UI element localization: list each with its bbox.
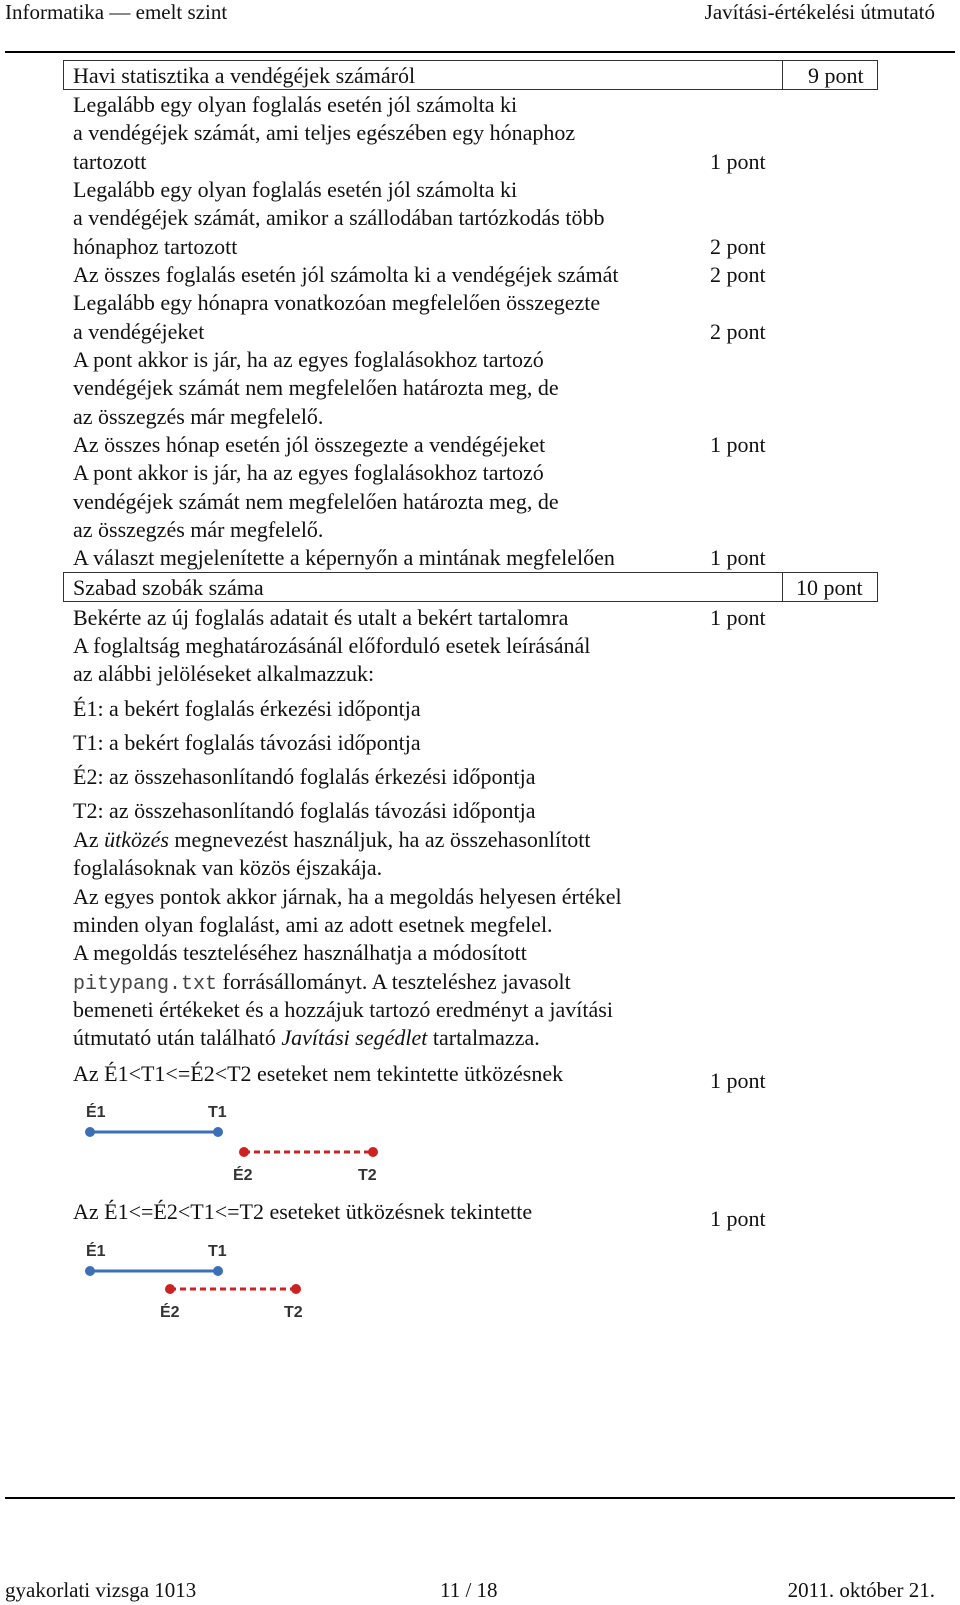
s1-line: A választ megjelenítette a képernyőn a mintának megfelelően [73, 545, 615, 570]
label-t1: T1 [208, 1104, 227, 1121]
notation-t1: T1: a bekért foglalás távozási időpontja [73, 730, 421, 755]
s2-line: Bekérte az új foglalás adatait és utalt a bekért tartalomra [73, 605, 569, 630]
s1-points: 2 pont [710, 234, 766, 259]
s2-line: A foglaltság meghatározásánál előforduló esetek leírásánál [73, 633, 591, 658]
label-e1: É1 [86, 1104, 106, 1121]
s1-line: A pont akkor is jár, ha az egyes foglalásokhoz tartozó [73, 347, 544, 372]
notation-e1: É1: a bekért foglalás érkezési időpontja [73, 696, 421, 721]
footer-rule [5, 1497, 955, 1499]
s1-points: 1 pont [710, 545, 766, 570]
section1-title: Havi statisztika a vendégéjek számáról [73, 63, 416, 88]
s1-line: Legalább egy olyan foglalás esetén jól számolta ki [73, 177, 518, 202]
t1-point [213, 1266, 223, 1276]
s2-line: az alábbi jelöléseket alkalmazzuk: [73, 661, 375, 686]
e2-point [239, 1147, 249, 1157]
s1-points: 2 pont [710, 319, 766, 344]
label-e2: É2 [233, 1167, 253, 1184]
reference-italic: Javítási segédlet [281, 1025, 428, 1050]
t2-point [368, 1147, 378, 1157]
s1-line: Legalább egy hónapra vonatkozóan megfelelően összegezte [73, 290, 601, 315]
reference-post: tartalmazza. [427, 1025, 540, 1050]
s1-points: 1 pont [710, 432, 766, 457]
s1-line: tartozott [73, 149, 147, 174]
section2-title: Szabad szobák száma [73, 575, 264, 600]
case2-points: 1 pont [710, 1206, 766, 1231]
case1-text: Az É1<T1<=É2<T2 eseteket nem tekintette ütközésnek [73, 1061, 564, 1086]
s2-points: 1 pont [710, 605, 766, 630]
s2-line: A megoldás teszteléséhez használhatja a módosított [73, 940, 527, 965]
collision-word: ütközés [104, 827, 169, 852]
case2-diagram [78, 1234, 338, 1329]
s1-points: 1 pont [710, 149, 766, 174]
s1-line: az összegzés már megfelelő. [73, 517, 324, 542]
header-right: Javítási-értékelési útmutató [704, 0, 935, 24]
s1-points: 2 pont [710, 262, 766, 287]
s2-line: minden olyan foglalást, ami az adott esetnek megfelel. [73, 912, 553, 937]
s1-line: vendégéjek számát nem megfelelően határozta meg, de [73, 489, 559, 514]
t1-point [213, 1127, 223, 1137]
label-t2: T2 [358, 1167, 377, 1184]
section1-total: 9 pont [808, 63, 864, 88]
footer-center: 11 / 18 [440, 1578, 498, 1602]
label-t2: T2 [284, 1304, 303, 1321]
reference-pre: útmutató után található [73, 1025, 282, 1050]
label-e2: É2 [160, 1304, 180, 1321]
s1-line: a vendégéjeket [73, 319, 205, 344]
case1-points: 1 pont [710, 1068, 766, 1093]
notation-e2: É2: az összehasonlítandó foglalás érkezési időpontja [73, 764, 536, 789]
s1-line: vendégéjek számát nem megfelelően határozta meg, de [73, 375, 559, 400]
notation-t2: T2: az összehasonlítandó foglalás távozási időpontja [73, 798, 536, 823]
header-rule [5, 51, 955, 53]
s2-line: foglalásoknak van közös éjszakája. [73, 855, 383, 880]
s1-line: A pont akkor is jár, ha az egyes foglalásokhoz tartozó [73, 460, 544, 485]
header-left: Informatika — emelt szint [5, 0, 228, 24]
case2-text: Az É1<=É2<T1<=T2 eseteket ütközésnek tekintette [73, 1199, 533, 1224]
s1-line: a vendégéjek számát, amikor a szállodában tartózkodás több [73, 205, 605, 230]
e1-point [85, 1266, 95, 1276]
s1-line: Legalább egy olyan foglalás esetén jól számolta ki [73, 92, 518, 117]
e1-point [85, 1127, 95, 1137]
source-file-post: forrásállományt. A teszteléshez javasolt [217, 969, 571, 994]
collision-post: megnevezést használjuk, ha az összehasonlított [168, 827, 591, 852]
label-e1: É1 [86, 1243, 106, 1260]
s1-line: Az összes foglalás esetén jól számolta ki a vendégéjek számát [73, 262, 619, 287]
t2-point [291, 1284, 301, 1294]
s1-line: Az összes hónap esetén jól összegezte a vendégéjeket [73, 432, 546, 457]
case1-diagram [78, 1095, 398, 1190]
e2-point [165, 1284, 175, 1294]
s1-line: hónaphoz tartozott [73, 234, 238, 259]
collision-pre: Az [73, 827, 105, 852]
s2-line: Az egyes pontok akkor járnak, ha a megoldás helyesen értékel [73, 884, 622, 909]
collision-definition [73, 825, 590, 854]
s1-line: az összegzés már megfelelő. [73, 404, 324, 429]
s2-line: bemeneti értékeket és a hozzájuk tartozó eredményt a javítási [73, 997, 613, 1022]
section2-total: 10 pont [796, 575, 863, 600]
label-t1: T1 [208, 1243, 227, 1260]
footer-right: 2011. október 21. [787, 1578, 935, 1602]
reference-line [73, 1023, 540, 1052]
footer-left: gyakorlati vizsga 1013 [5, 1578, 197, 1602]
s1-line: a vendégéjek számát, ami teljes egészében egy hónaphoz [73, 120, 576, 145]
source-file-name: pitypang.txt [73, 973, 218, 996]
